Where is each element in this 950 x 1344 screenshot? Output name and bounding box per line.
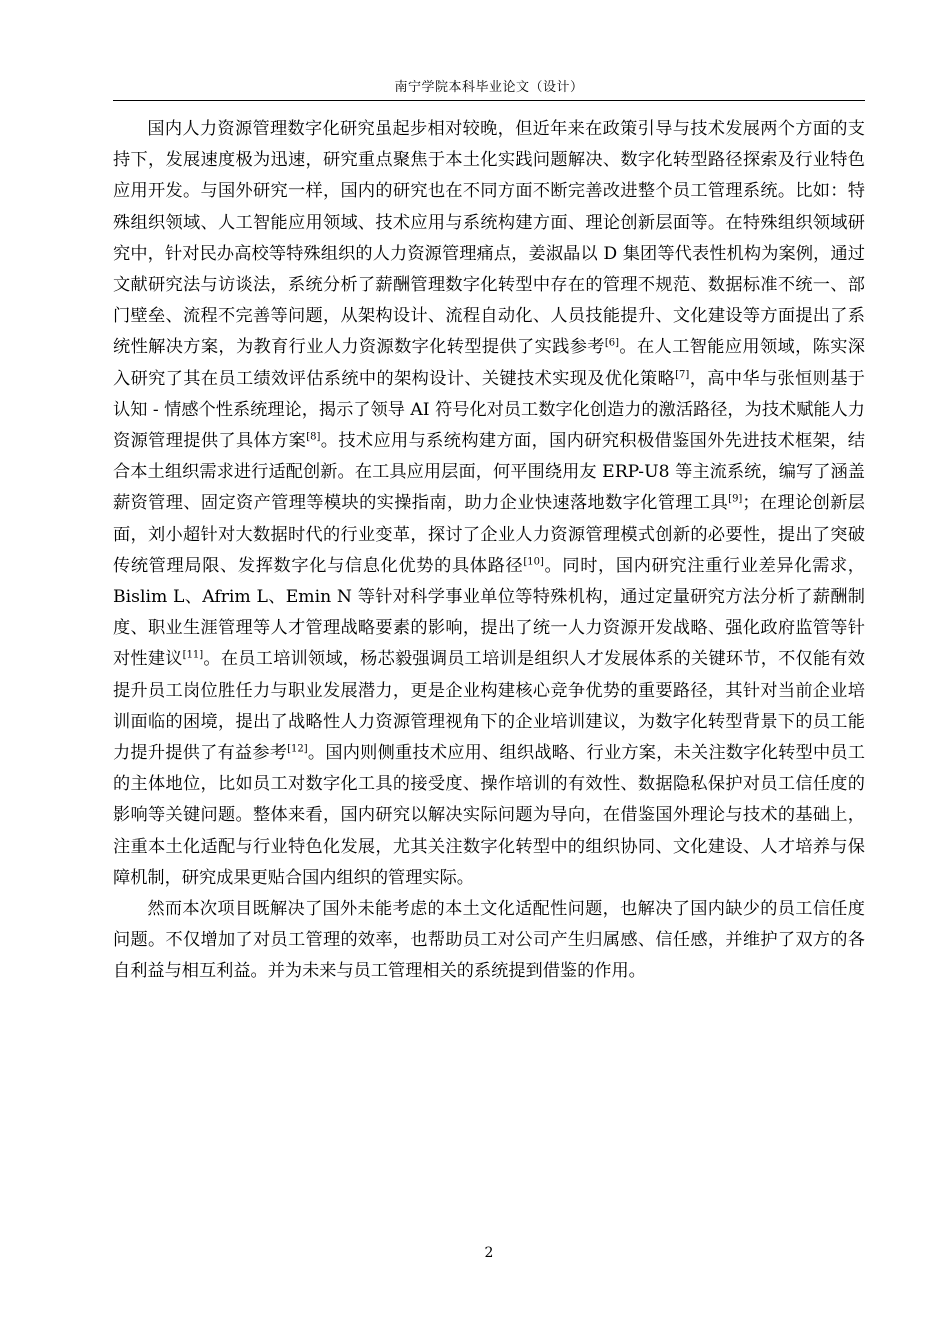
paragraph-text: 国内人力资源管理数字化研究虽起步相对较晚，但近年来在政策引导与技术发展两个方面的支持下，发展速度极为迅速，研究重点聚焦于本土化实践问题解决、数字化转型路径探索及行业特色应用开发。与国外研究一样，国内的研究也在不同方面不断完善改进整个员工管理系统。比如：特殊组织领域、人工智能应用领域、技术应用与系统构建方面、理论创新层面等。在特殊组织领域研究中，针对民办高校等特殊组织的人力资源管理痛点，姜淑晶以 D 集团等代表性机构为案例，通过文献研究法与访谈法，系统分析了薪酬管理数字化转型中存在的管理不规范、数据标准不统一、部门壁垒、流程不完善等问题，从架构设计、流程自动化、人员技能提升、文化建设等方面提出了系统性解决方案，为教育行业人力资源数字化转型提供了实践参考: [113, 119, 865, 358]
citation-ref: [8]: [306, 431, 321, 443]
paragraph-text: 然而本次项目既解决了国外未能考虑的本土文化适配性问题，也解决了国内缺少的员工信任度问题。不仅增加了对员工管理的效率，也帮助员工对公司产生归属感、信任感，并维护了双方的各自利益与相互利益。并为未来与员工管理相关的系统提到借鉴的作用。: [113, 899, 865, 982]
paragraph-text: 。国内则侧重技术应用、组织战略、行业方案，未关注数字化转型中员工的主体地位，比如员工对数字化工具的接受度、操作培训的有效性、数据隐私保护对员工信任度的影响等关键问题。整体来看，国内研究以解决实际问题为导向，在借鉴国外理论与技术的基础上，注重本土化适配与行业特色化发展，尤其关注数字化转型中的组织协同、文化建设、人才培养与保障机制，研究成果更贴合国内组织的管理实际。: [113, 743, 865, 888]
paragraph: [113, 114, 865, 894]
paragraph-text: 。同时，国内研究注重行业差异化需求，Bislim L、Afrim L、Emin N 等针对科学事业单位等特殊机构，通过定量研究方法分析了薪酬制度、职业生涯管理等人才管理战略要素的影响，提出了统一人力资源开发战略、强化政府监管等针对性建议: [113, 555, 865, 670]
citation-ref: [12]: [287, 743, 308, 755]
page-number: 2: [484, 1245, 494, 1261]
header-divider: [113, 100, 865, 101]
citation-ref: [6]: [604, 337, 620, 349]
paragraph: [113, 894, 865, 988]
citation-ref: [10]: [523, 556, 544, 568]
paragraph-text: ；在理论创新层面，刘小超针对大数据时代的行业变革，探讨了企业人力资源管理模式创新的必要性，提出了突破传统管理局限、发挥数字化与信息化优势的具体路径: [113, 493, 865, 576]
citation-ref: [9]: [728, 493, 743, 505]
paragraph-text: 。在员工培训领域，杨芯毅强调员工培训是组织人才发展体系的关键环节，不仅能有效提升员工岗位胜任力与职业发展潜力，更是企业构建核心竞争优势的重要路径，其针对当前企业培训面临的困境，提出了战略性人力资源管理视角下的企业培训建议，为数字化转型背景下的员工能力提升提供了有益参考: [113, 649, 865, 764]
paragraph-text: 。在人工智能应用领域，陈实深入研究了其在员工绩效评估系统中的架构设计、关键技术实现及优化策略: [113, 337, 865, 389]
paragraph-text: ，高中华与张恒则基于认知 - 情感个性系统理论，揭示了领导 AI 符号化对员工数字化创造力的激活路径，为技术赋能人力资源管理提供了具体方案: [113, 368, 865, 452]
citation-ref: [7]: [675, 368, 690, 380]
page-header-title: 南宁学院本科毕业论文（设计）: [394, 80, 584, 95]
citation-ref: [11]: [182, 649, 204, 661]
paragraph-text: 。技术应用与系统构建方面，国内研究积极借鉴国外先进技术框架，结合本土组织需求进行适配创新。在工具应用层面，何平围绕用友 ERP-U8 等主流系统，编写了涵盖薪资管理、固定资产管理等模块的实操指南，助力企业快速落地数字化管理工具: [113, 431, 865, 514]
document-body: [113, 114, 865, 988]
